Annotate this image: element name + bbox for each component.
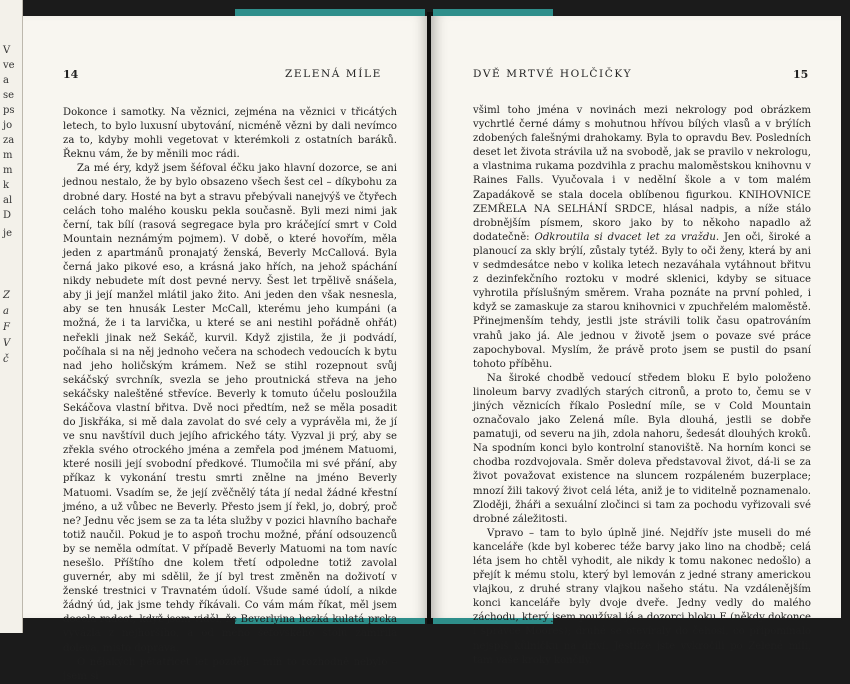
paragraph: Dokonce i samotky. Na věznici, zejména na věznici v třicátých letech, to bylo luxusní ubytování, nicméně vězni by dali nevímco za to, kdyby mohli vegetovat v kterémkoli z ostatních baráků. Řeknu vám, že by měnili moc rádi. bbox=[63, 107, 397, 161]
paragraph-text: všiml toho jména v novinách mezi nekrology pod obrázkem vychrtlé černé dámy s mohutnou hřívou bílých vlasů a v brýlích zdobených falešnými drahokamy. Byla to opravdu Bev. Posledních deset let života strávila už na svobodě, jak se pravilo v nekrologu, a vlastnima rukama pozdvihla z prachu maloměstskou knihovnu v Raines Falls. Vyučovala i v nedělní škole a v tom malém Zapadákově se stala docela oblíbenou figurkou. KNIHOVNICE ZEMŘELA NA SELHÁNÍ SRDCE, hlásal nadpis, a níže stálo drobnějším písmem, skoro jako by to někoho napadlo až dodatečně: bbox=[473, 105, 811, 243]
edge-fragment: jo bbox=[3, 120, 13, 131]
running-head: DVĚ MRTVÉ HOLČIČKY bbox=[473, 68, 633, 80]
edge-fragment: k bbox=[3, 180, 10, 191]
edge-fragment: ps bbox=[3, 105, 15, 116]
edge-fragment: F bbox=[3, 322, 10, 333]
edge-fragment: m bbox=[3, 150, 13, 161]
edge-fragment: a bbox=[3, 75, 9, 86]
italic-subheadline: Odkroutila si dvacet let za vraždu. bbox=[534, 231, 720, 243]
edge-fragment: ve bbox=[3, 60, 15, 71]
edge-fragment: D bbox=[3, 210, 12, 221]
paragraph: Na široké chodbě vedoucí středem bloku E bylo položeno linoleum barvy zvadlých starých citronů, a proto to, čemu se v jiných věznicích říkalo Poslední míle, se v Cold Mountain označovalo jako Zelená míle. Byla dlouhá, jestli se dobře pamatuji, od severu na jih, zdola nahoru, šedesát dlouhých kroků. Na spodním konci bylo kontrolní stanoviště. Na horním konci se chodba rozdvojovala. Směr doleva představoval život, dá-li se za život považovat existence na sluncem rozpáleném buzerplace; mnozí žili takový život celá léta, aniž je to viditelně poznamenalo. Zloději, žháři a sexuální zločinci si tam za pochodu vyřizovali své drobné záležitosti. bbox=[473, 372, 811, 525]
body-text bbox=[63, 106, 397, 684]
edge-fragment: al bbox=[3, 195, 13, 206]
edge-fragment: se bbox=[3, 90, 15, 101]
paragraph: O nějakých pětatřicet let později – míň to rozhodně nebylo – jsem si bbox=[63, 656, 397, 682]
edge-fragment: za bbox=[3, 135, 15, 146]
page-number: 14 bbox=[63, 68, 79, 81]
edge-fragment: č bbox=[3, 354, 9, 365]
edge-fragment: V bbox=[3, 45, 11, 56]
right-page bbox=[431, 16, 841, 666]
edge-fragment: V bbox=[3, 338, 11, 349]
edge-fragment: m bbox=[3, 165, 13, 176]
body-text bbox=[473, 104, 811, 668]
paragraph: Za mé éry, když jsem šéfoval éčku jako hlavní dozorce, se ani jednou nestalo, že by bylo obsazeno všech šest cel – díkybohu za drobné dary. Hosté na byt a stravu přebývali nanejvýš ve čtyřech celách toho malého kousku pekla současně. Byli mezi nimi jak černí, tak bílí (rasová segregace byla pro kráčející smrt v Cold Mountain neznámým pojmem). V době, o které hovořím, měla jeden z apartmánů pronajatý ženská, Beverly McCallová. Byla černá jako pikové eso, a krásná jako hřích, na jehož spáchání nikdy nebudete mít dost pevné nervy. Šest let trpělivě snášela, aby ji její manžel mlátil jako žito. Ani jeden den však nesnesla, aby se ten hnusák Lester McCall, kterému jeho kumpáni (a možná, že i ta larvička, u které se ani nestihl pořádně ohřát) neřekli jinak než Sekáč, kurvil. Když zjistila, že ji podvádí, počíhala si na něj jednoho večera na schodech vedoucích k bytu nad jeho holičským krámem. Než se stihl rozepnout svůj sekáčský svrchník, svezla se jeho proutnická střeva na jeho sekáčsky naleštěné střevíce. Beverly k tomuto účelu posloužila Sekáčova vlastní břitva. Dvě noci předtím, než se měla posadit do Jiskřáka, si mě dala zavolat do své cely a vyprávěla mi, že jí ve snu navštívil duch jejího afrického táty. Vyzval ji prý, aby se zřekla svého otrockého jména a zemřela pod jménem Matuomi, které nosili její svobodní předkové. Tlumočila mi své přání, aby příkaz k vykonání trestu smrti znělne na jméno Beverly Matuomi. Vsadím se, že její zvěčnělý táta jí nedal žádné křestní jméno, a už vůbec ne Beverly. Přesto jsem jí řekl, jo, dobrý, proč ne? Jednu věc jsem se za ta léta služby v pozici hlavního bachaře totiž naučil. Pokud je to aspoň trochu možné, přání odsouzenců by se neměla odmítat. V případě Beverly Matuomi na tom navíc nesešlo. Příštího dne kolem třetí odpoledne totiž zavolal guvernér, aby mi sdělil, že jí byl trest změněn na doživotí v ženské trestnici v Travnatém údolí. Všude samé údolí, a nikde žádný úd, jak jsme tehdy říkávali. Co vám mám říkat, měl jsem docela radost, když jsem viděl, že Beverlyina hezká kulatá prcka vyvázla z nejhoršího, a od mého šéfovského stolu zamířila doleva, místo doprava. bbox=[63, 163, 397, 654]
page-number: 15 bbox=[793, 68, 809, 81]
running-head: ZELENÁ MÍLE bbox=[285, 68, 382, 80]
paragraph-text: Jen oči, široké a planoucí za skly brýlí, zůstaly tytéž. Byly to oči ženy, která by ani v sedmdesátce nebo v kolika letech nezaváhala vytáhnout břitvu z dezinfekčního roztoku v modré sklenici, kdyby se situace vyhrotila příslušným směrem. Vraha poznáte na první pohled, i když se zamaskuje za starou knihovnici v zpuchřelém maloměstě. Přinejmenším tehdy, jestli jste strávili tolik času opatrováním vrahů jako já. Ale jednou v životě jsem o povaze své práce zapochyboval. Myslím, že právě proto jsem se pustil do psaní tohoto příběhu. bbox=[473, 231, 811, 370]
edge-fragment: a bbox=[3, 306, 9, 317]
previous-page-edge bbox=[0, 0, 23, 633]
edge-fragment: je bbox=[3, 228, 13, 239]
paragraph: Vpravo – tam to bylo úplně jiné. Nejdřív jste museli do mé kanceláře (kde byl koberec téže barvy jako lino na chodbě; celá léta jsem ho chtěl vyhodit, ale nikdy k tomu nakonec nedošlo) a přejít k mému stolu, který byl lemován z jedné strany americkou vlajkou, z druhé strany vlajkou našeho státu. Na vzdálenějším konci kanceláře byly dvoje dveře. Jedny vedly do malého záchodu, který jsem používal já a dozorci bloku E (někdy dokonce i správce Moores); druhé se otevíraly do čehosi, co připomínalo nejspíš kůlničku na dříví. Jestliže jste vykročili po Zelené míli, tam vaše kroky končily. bbox=[473, 527, 811, 666]
left-page bbox=[23, 16, 429, 682]
edge-fragment: Z bbox=[3, 290, 10, 301]
paragraph bbox=[473, 104, 811, 372]
